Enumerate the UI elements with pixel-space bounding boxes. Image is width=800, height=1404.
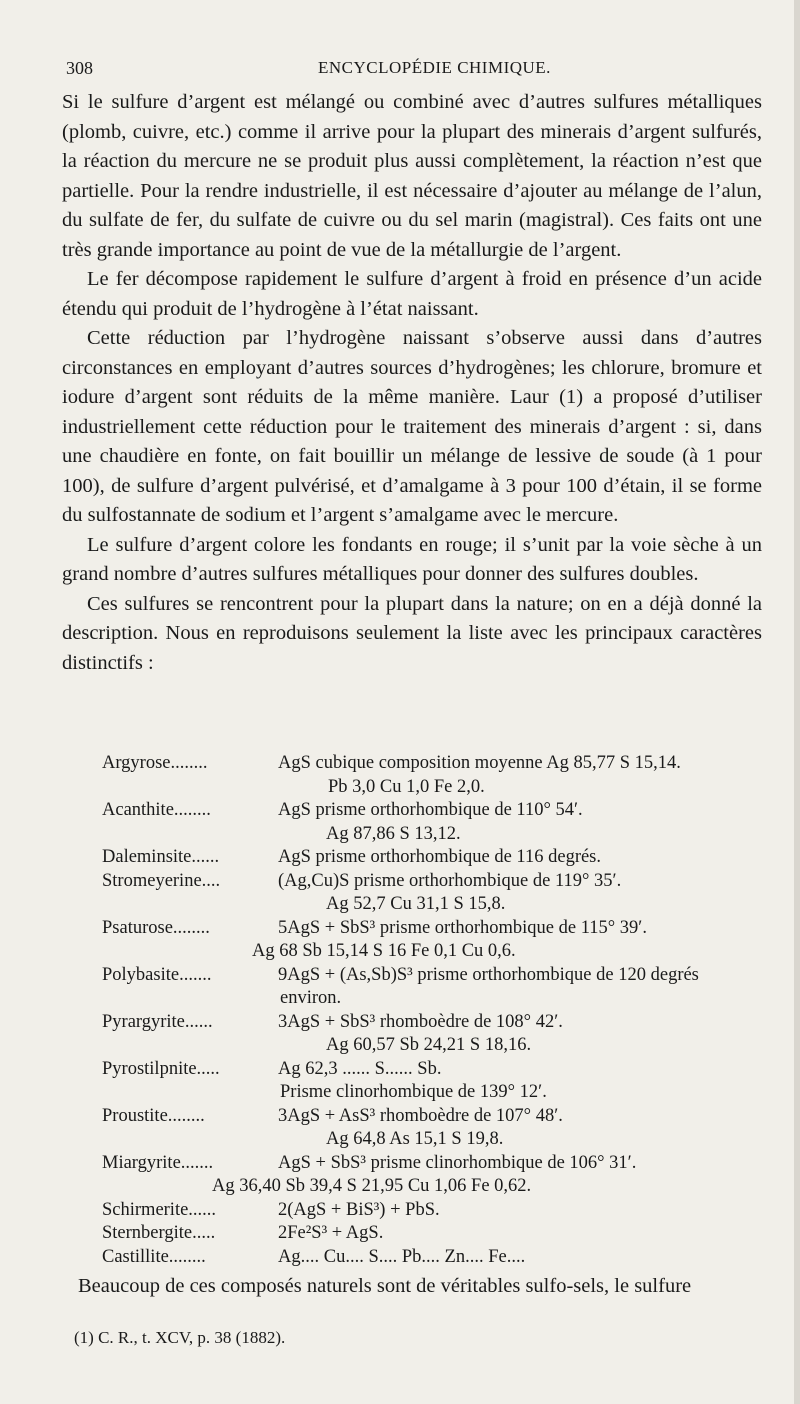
mineral-name: Polybasite....... [102, 964, 212, 985]
mineral-entry [102, 1058, 772, 1105]
mineral-list [102, 752, 772, 1269]
mineral-description: AgS + SbS³ prisme clinorhombique de 106° 31′. [278, 1152, 637, 1173]
mineral-composition: environ. [280, 988, 342, 1008]
scan-edge [794, 0, 800, 1404]
mineral-entry [102, 917, 772, 964]
mineral-composition: Ag 68 Sb 15,14 S 16 Fe 0,1 Cu 0,6. [252, 941, 516, 961]
mineral-entry [102, 1152, 772, 1199]
mineral-name: Schirmerite...... [102, 1199, 217, 1220]
mineral-entry [102, 799, 772, 846]
mineral-description: 3AgS + SbS³ rhomboèdre de 108° 42′. [278, 1011, 563, 1032]
running-title: ENCYCLOPÉDIE CHIMIQUE. [318, 58, 551, 77]
paragraph: Le sulfure d’argent colore les fondants en rouge; il s’unit par la voie sèche à un grand nombre d’autres sulfures métalliques pour donner des sulfures doubles. [62, 533, 762, 585]
mineral-name: Sternbergite..... [102, 1223, 216, 1243]
mineral-name: Psaturose........ [102, 917, 210, 938]
mineral-entry [102, 1222, 772, 1246]
body-text [62, 88, 762, 678]
mineral-description: Ag.... Cu.... S.... Pb.... Zn.... Fe.... [278, 1246, 526, 1267]
paragraph: Ces sulfures se rencontrent pour la plupart dans la nature; on en a déjà donné la description. Nous en reproduisons seulement la liste avec les principaux caractères distinctifs : [62, 592, 762, 674]
mineral-name: Acanthite........ [102, 800, 211, 820]
closing-line: Beaucoup de ces composés naturels sont de véritables sulfo-sels, le sulfure [78, 1275, 692, 1297]
mineral-composition: Ag 36,40 Sb 39,4 S 21,95 Cu 1,06 Fe 0,62. [212, 1176, 532, 1196]
running-head [66, 58, 680, 82]
mineral-description: AgS prisme orthorhombique de 110° 54′. [278, 800, 583, 820]
mineral-name: Pyrargyrite...... [102, 1011, 213, 1032]
mineral-entry [102, 1199, 772, 1223]
mineral-description: 5AgS + SbS³ prisme orthorhombique de 115° 39′. [278, 917, 647, 938]
mineral-name: Castillite........ [102, 1246, 206, 1267]
mineral-entry [102, 964, 772, 1011]
footnote: (1) C. R., t. XCV, p. 38 (1882). [74, 1328, 286, 1347]
mineral-name: Proustite........ [102, 1105, 205, 1126]
mineral-entry [102, 1011, 772, 1058]
paragraph: Le fer décompose rapidement le sulfure d’argent à froid en présence d’un acide étendu qui produit de l’hydrogène à l’état naissant. [62, 268, 762, 320]
mineral-entry [102, 1105, 772, 1152]
mineral-description: AgS prisme orthorhombique de 116 degrés. [278, 847, 602, 867]
paragraph: Cette réduction par l’hydrogène naissant s’observe aussi dans d’autres circonstances en employant d’autres sources d’hydrogènes; les chlorure, bromure et iodure d’argent sont réduits de la même manière. Laur (1) a proposé d’utiliser industriellement cette réduction pour le traitement des minerais d’argent : si, dans une chaudière en fonte, on fait bouillir un mélange de lessive de soude (à 1 pour 100), de sulfure d’argent pulvérisé, et d’amalgame à 3 pour 100 d’étain, il se forme du sulfostannate de sodium et l’argent s’amalgame avec le mercure. [62, 327, 762, 526]
mineral-name: Pyrostilpnite..... [102, 1058, 220, 1079]
mineral-name: Daleminsite...... [102, 847, 220, 867]
mineral-entry [102, 846, 772, 870]
mineral-name: Argyrose........ [102, 753, 208, 773]
mineral-entry [102, 752, 772, 799]
mineral-name: Miargyrite....... [102, 1152, 214, 1173]
mineral-description: (Ag,Cu)S prisme orthorhombique de 119° 35′. [278, 870, 622, 891]
mineral-description: 9AgS + (As,Sb)S³ prisme orthorhombique de 120 degrés [278, 964, 699, 985]
mineral-name: Stromeyerine.... [102, 870, 221, 891]
mineral-description: 2Fe²S³ + AgS. [278, 1223, 384, 1243]
mineral-entry [102, 1246, 772, 1270]
mineral-composition: Prisme clinorhombique de 139° 12′. [280, 1082, 547, 1102]
mineral-composition: Ag 87,86 S 13,12. [326, 823, 461, 844]
mineral-composition: Ag 64,8 As 15,1 S 19,8. [326, 1129, 504, 1149]
mineral-composition: Ag 60,57 Sb 24,21 S 18,16. [326, 1035, 532, 1055]
mineral-description: 2(AgS + BiS³) + PbS. [278, 1199, 440, 1220]
paragraph: Si le sulfure d’argent est mélangé ou combiné avec d’autres sulfures métalliques (plomb, cuivre, etc.) comme il arrive pour la plupart des minerais d’argent sulfurés, la réaction du mercure ne se produit plus aussi complètement, la réaction n’est que partielle. Pour la rendre industrielle, il est nécessaire d’ajouter au mélange de l’alun, du sulfate de fer, du sulfate de cuivre ou du sel marin (magistral). Ces faits ont une très grande importance au point de vue de la métallurgie de l’argent. [62, 91, 762, 261]
mineral-entry [102, 870, 772, 917]
mineral-composition: Ag 52,7 Cu 31,1 S 15,8. [326, 894, 506, 914]
mineral-composition: Pb 3,0 Cu 1,0 Fe 2,0. [328, 776, 485, 797]
mineral-description: AgS cubique composition moyenne Ag 85,77 S 15,14. [278, 753, 681, 773]
mineral-description: Ag 62,3 ...... S...... Sb. [278, 1058, 442, 1079]
mineral-description: 3AgS + AsS³ rhomboèdre de 107° 48′. [278, 1105, 563, 1126]
page-number: 308 [66, 58, 93, 78]
